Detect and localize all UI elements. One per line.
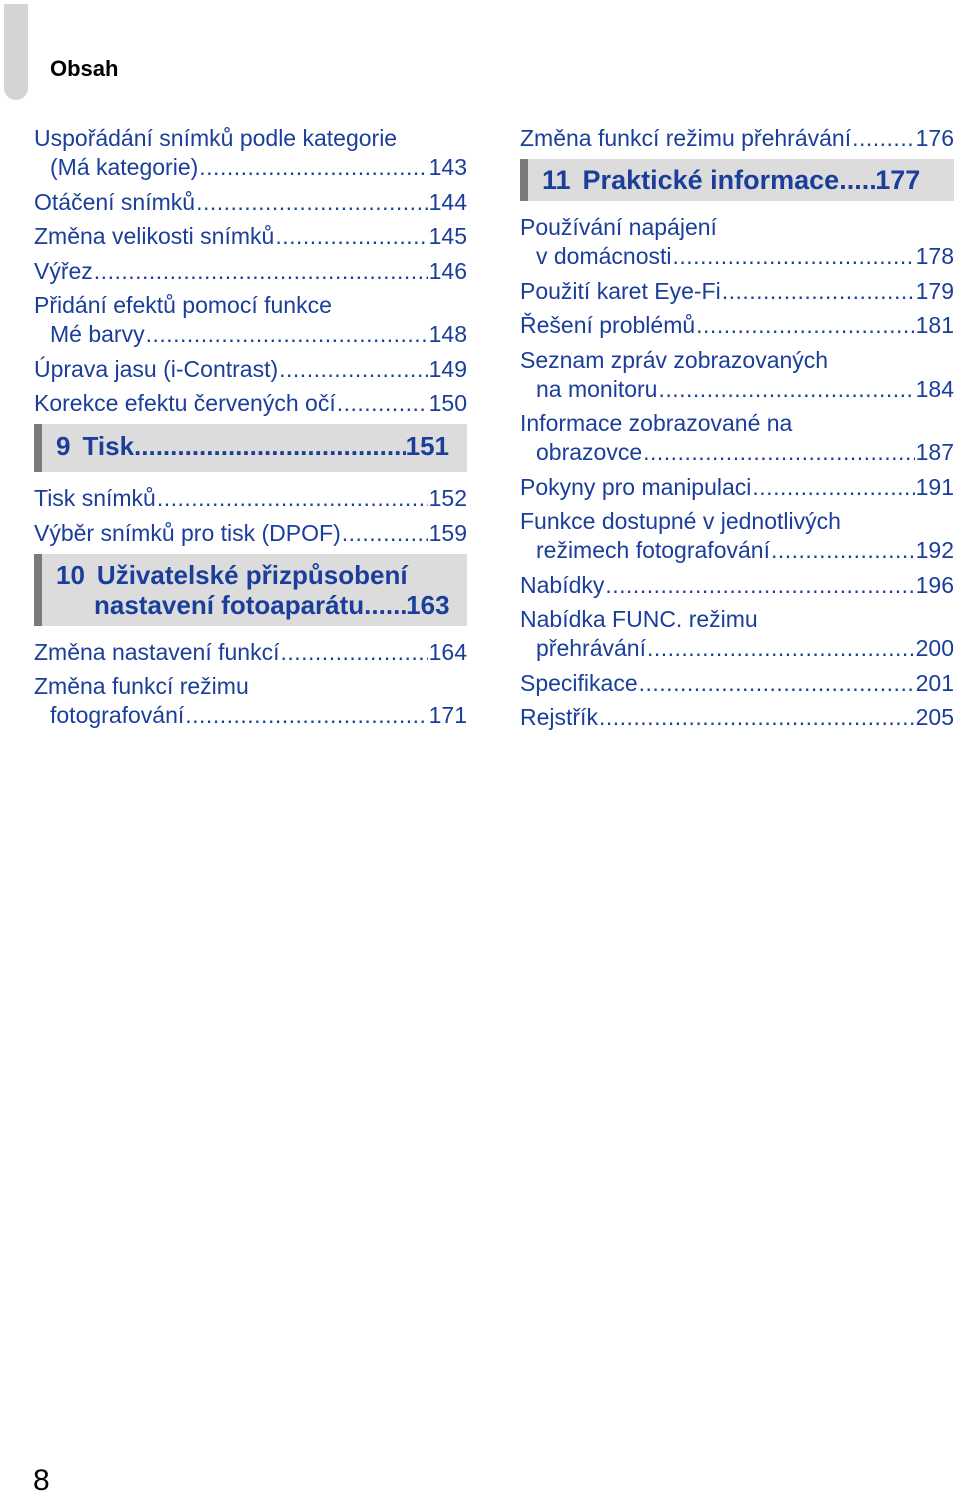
chapter-number: 11 [542,165,571,195]
toc-entry-title: Používání napájení [520,214,717,240]
toc-entry-title-cont: přehrávání [536,635,646,661]
toc-entry[interactable] [520,346,954,404]
toc-entry-title: Řešení problémů [520,312,696,338]
toc-page-number: 164 [428,638,467,665]
toc-entry-title: Pokyny pro manipulaci [520,473,752,500]
toc-entry-title: Změna velikosti snímků [34,223,275,249]
dot-leader [364,590,406,620]
section-tab-marker [4,4,28,100]
dot-leader [157,484,428,513]
dot-leader [852,124,915,153]
dot-leader [722,277,915,306]
toc-page-number: 144 [428,188,467,215]
dot-leader [696,311,914,340]
toc-entry[interactable] [520,409,954,467]
chapter-number: 9 [56,431,71,461]
toc-page-number: 159 [428,519,467,546]
toc-entry[interactable] [520,703,954,732]
dot-leader [658,375,914,404]
dot-leader [279,355,427,384]
toc-entry-title-cont: obrazovce [536,439,643,465]
dot-leader [146,320,428,349]
toc-entry[interactable] [520,605,954,663]
toc-entry[interactable] [34,291,467,349]
toc-right-column [520,124,954,738]
toc-entry-title: Nabídka FUNC. režimu [520,606,758,632]
toc-entry[interactable] [34,355,467,384]
toc-entry[interactable] [34,222,467,251]
dot-leader [839,161,875,199]
dot-leader [342,519,428,548]
dot-leader [771,536,915,565]
toc-page-number: 178 [915,243,954,269]
toc-page-number: 179 [915,277,954,304]
dot-leader [199,153,427,182]
toc-entry[interactable] [34,257,467,286]
dot-leader [196,188,428,217]
toc-page-number: 191 [915,473,954,500]
toc-entry-title-cont: fotografování [50,702,185,728]
toc-page-number: 181 [915,312,954,338]
toc-entry[interactable] [520,473,954,502]
toc-page-number: 146 [428,257,467,284]
toc-entry-title: Uspořádání snímků podle kategorie [34,125,398,151]
toc-page-number: 149 [428,355,467,382]
toc-entry-title-cont: na monitoru [536,375,658,402]
toc-entry-title: Změna funkcí režimu [34,673,249,699]
toc-entry-title: Specifikace [520,669,638,696]
toc-page-number: 187 [915,439,954,465]
toc-entry[interactable] [520,571,954,600]
toc-page-number: 196 [915,571,954,598]
toc-page-number: 143 [428,154,467,180]
toc-entry[interactable] [34,484,467,513]
toc-entry[interactable] [34,672,467,730]
toc-page-number: 145 [428,223,467,249]
chapter-page-number: 177 [875,165,921,195]
chapter-title: Tisk [82,431,135,461]
toc-entry-title-cont: v domácnosti [536,243,672,269]
toc-page-number: 201 [915,669,954,696]
chapter-title-cont: nastavení fotoaparátu [94,589,365,620]
page-number: 8 [33,1464,50,1497]
toc-entry-title: Změna funkcí režimu přehrávání [520,125,852,151]
toc-entry[interactable] [520,669,954,698]
dot-leader [752,473,914,502]
chapter-number: 10 [56,559,85,590]
toc-entry-title: Výběr snímků pro tisk (DPOF) [34,519,341,546]
chapter-page-number: 151 [405,431,449,461]
chapter-title: Praktické informace [582,165,840,195]
toc-entry-title: Použití karet Eye-Fi [520,277,721,304]
toc-entry-title-cont: režimech fotografování [536,537,770,563]
toc-page-number: 148 [428,321,467,347]
toc-page-number: 192 [915,537,954,563]
dot-leader [673,242,915,271]
chapter-heading-10[interactable] [34,554,467,626]
dot-leader [599,703,915,732]
toc-entry-title: Seznam zpráv zobrazovaných [520,346,829,373]
toc-entry-title: Přidání efektů pomocí funkce [34,292,332,318]
chapter-heading-11[interactable] [520,159,954,201]
toc-entry[interactable] [520,277,954,306]
dot-leader [605,571,914,600]
dot-leader [275,222,427,251]
dot-leader [134,428,406,464]
dot-leader [647,634,915,663]
toc-entry[interactable] [34,638,467,667]
chapter-heading-9[interactable] [34,424,467,472]
toc-entry-title: Tisk snímků [34,485,156,511]
toc-page-number: 205 [915,704,954,730]
toc-entry[interactable] [520,213,954,271]
toc-entry-title: Změna nastavení funkcí [34,638,280,665]
chapter-page-number: 163 [406,589,450,620]
toc-entry[interactable] [520,311,954,340]
toc-entry[interactable] [520,124,954,153]
dot-leader [185,701,427,730]
dot-leader [639,669,915,698]
dot-leader [337,389,428,418]
toc-page-number: 150 [428,390,467,416]
toc-entry-title: Výřez [34,257,93,284]
toc-entry[interactable] [520,507,954,565]
dot-leader [94,257,428,286]
toc-left-column [34,124,467,736]
toc-entry-title: Informace zobrazované na [520,410,793,436]
dot-leader [280,638,427,667]
dot-leader [643,438,915,467]
toc-entry-title: Otáčení snímků [34,188,196,215]
toc-entry-title-cont: Mé barvy [50,321,145,347]
toc-page-number: 200 [915,635,954,661]
toc-entry-title-cont: (Má kategorie) [50,154,199,180]
toc-entry-title: Nabídky [520,571,605,598]
toc-entry-title: Rejstřík [520,704,598,730]
toc-entry-title: Úprava jasu (i-Contrast) [34,355,279,382]
toc-entry-title: Korekce efektu červených očí [34,390,336,416]
toc-page-number: 176 [915,125,954,151]
toc-entry[interactable] [34,519,467,548]
toc-page-number: 171 [428,702,467,728]
toc-entry[interactable] [34,124,467,182]
toc-entry[interactable] [34,389,467,418]
toc-entry[interactable] [34,188,467,217]
chapter-title: Uživatelské přizpůsobení [96,559,408,590]
toc-page-number: 152 [428,485,467,511]
toc-page-number: 184 [915,375,954,402]
page-title: Obsah [50,56,119,81]
toc-entry-title: Funkce dostupné v jednotlivých [520,508,841,534]
